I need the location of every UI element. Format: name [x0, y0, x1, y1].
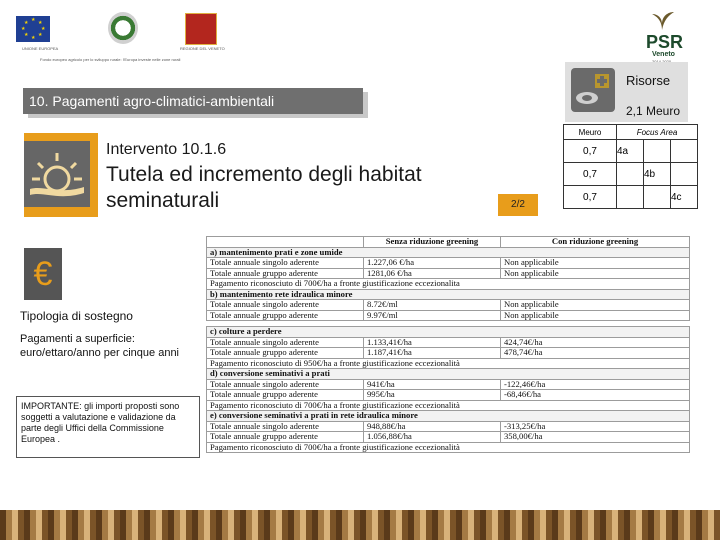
habitat-icon — [24, 141, 90, 207]
italy-emblem-logo — [108, 12, 138, 44]
table-row — [207, 379, 690, 390]
focus-row — [564, 186, 698, 209]
row-con: -68,46€/ha — [501, 390, 690, 401]
row-senza: 1281,06 €/ha — [364, 268, 501, 279]
intervento-title: Tutela ed incremento degli habitat seminaturali — [106, 163, 422, 212]
row-con: Non applicabile — [501, 258, 690, 269]
row-con: 424,74€/ha — [501, 337, 690, 348]
row-label: Totale annuale gruppo aderente — [207, 268, 364, 279]
section-title: 10. Pagamenti agro-climatici-ambientali — [29, 93, 275, 109]
meuro-cell: 0,7 — [564, 140, 617, 163]
row-senza: 948,88€/ha — [364, 421, 501, 432]
meuro-cell: 0,7 — [564, 163, 617, 186]
eu-caption: UNIONE EUROPEA — [22, 46, 59, 51]
fa-cell — [617, 163, 644, 186]
header-senza: Senza riduzione greening — [364, 237, 501, 248]
row-label: Totale annuale singolo aderente — [207, 337, 364, 348]
fa-cell — [617, 186, 644, 209]
page-number: 2/2 — [498, 194, 538, 216]
fa-cell — [644, 140, 671, 163]
row-con: -122,46€/ha — [501, 379, 690, 390]
row-senza: 941€/ha — [364, 379, 501, 390]
row-senza: 1.133,41€/ha — [364, 337, 501, 348]
veneto-caption: REGIONE DEL VENETO — [180, 46, 225, 51]
col-focus-area: Focus Area — [617, 125, 698, 140]
eu-flag-logo: ★ ★ ★ ★ ★ ★ ★ ★ — [16, 16, 50, 42]
row-label: Totale annuale gruppo aderente — [207, 348, 364, 359]
section-note: Pagamento riconosciuto di 950€/ha a fronte giustificazione eccezionalità — [207, 358, 690, 369]
row-senza: 9.97€/ml — [364, 310, 501, 321]
section-title: b) mantenimento rete idraulica minore — [207, 289, 690, 300]
row-label: Totale annuale gruppo aderente — [207, 390, 364, 401]
focus-row — [564, 163, 698, 186]
risorse-title: Risorse — [626, 73, 671, 88]
veneto-logo — [185, 13, 217, 45]
intervento-accent-box — [24, 133, 98, 217]
table-row — [207, 310, 690, 321]
decorative-bottom-strip — [0, 510, 720, 540]
row-senza: 995€/ha — [364, 390, 501, 401]
section-title-bar — [23, 88, 363, 114]
fa-cell — [671, 163, 698, 186]
header-con: Con riduzione greening — [501, 237, 690, 248]
table-row — [207, 421, 690, 432]
table-row — [207, 390, 690, 401]
focus-area-table — [563, 124, 698, 209]
col-meuro: Meuro — [564, 125, 617, 140]
fa-cell — [644, 186, 671, 209]
table-row — [207, 432, 690, 443]
section-title: d) conversione seminativi a prati — [207, 369, 690, 380]
row-label: Totale annuale singolo aderente — [207, 300, 364, 311]
euro-icon: € — [24, 248, 62, 300]
disclaimer-text: Fondo europeo agricolo per lo sviluppo rurale: l'Europa investe nelle zone rurali — [40, 57, 181, 62]
intervento-label: Intervento 10.1.6 — [106, 141, 227, 158]
row-con: Non applicabile — [501, 268, 690, 279]
row-label: Totale annuale singolo aderente — [207, 258, 364, 269]
sostegno-body: Pagamenti a superficie: euro/ettaro/anno per cinque anni — [20, 333, 180, 359]
section-note: Pagamento riconosciuto di 700€/ha a fronte giustificazione eccezionalita — [207, 279, 690, 290]
row-label: Totale annuale gruppo aderente — [207, 310, 364, 321]
meuro-cell: 0,7 — [564, 186, 617, 209]
focus-row — [564, 140, 698, 163]
fa-cell: 4a — [617, 140, 644, 163]
section-title: a) mantenimento prati e zone umide — [207, 247, 690, 258]
table-row — [207, 337, 690, 348]
psr-name: PSR — [646, 32, 684, 52]
payments-table — [206, 236, 690, 453]
row-senza: 1.227,06 €/ha — [364, 258, 501, 269]
fa-cell: 4b — [644, 163, 671, 186]
row-label: Totale annuale singolo aderente — [207, 421, 364, 432]
section-note: Pagamento riconosciuto di 700€/ha a fronte giustificazione eccezionalità — [207, 442, 690, 453]
row-senza: 1.187,41€/ha — [364, 348, 501, 359]
row-con: Non applicabile — [501, 300, 690, 311]
row-con: Non applicabile — [501, 310, 690, 321]
row-label: Totale annuale gruppo aderente — [207, 432, 364, 443]
table-row — [207, 348, 690, 359]
table-row — [207, 300, 690, 311]
row-label: Totale annuale singolo aderente — [207, 379, 364, 390]
section-title: e) conversione seminativi a prati in rete idraulica minore — [207, 411, 690, 422]
table-row — [207, 258, 690, 269]
fa-cell — [671, 140, 698, 163]
row-senza: 1.056,88€/ha — [364, 432, 501, 443]
section-note: Pagamento riconosciuto di 700€/ha a fronte giustificazione eccezionalità — [207, 400, 690, 411]
row-con: 358,00€/ha — [501, 432, 690, 443]
coins-plus-icon — [571, 68, 615, 112]
risorse-amount: 2,1 Meuro — [626, 104, 681, 118]
sostegno-heading: Tipologia di sostegno — [20, 309, 133, 323]
table-row — [207, 268, 690, 279]
psr-region: Veneto — [652, 51, 675, 58]
fa-cell: 4c — [671, 186, 698, 209]
row-con: -313,25€/ha — [501, 421, 690, 432]
row-senza: 8.72€/ml — [364, 300, 501, 311]
importante-note: IMPORTANTE: gli importi proposti sono soggetti a valutazione e validazione da parte degli Uffici della Commissione Europea . — [16, 396, 200, 458]
psr-logo — [640, 8, 686, 64]
sprout-icon — [650, 8, 696, 32]
row-con: 478,74€/ha — [501, 348, 690, 359]
section-title: c) colture a perdere — [207, 327, 690, 338]
